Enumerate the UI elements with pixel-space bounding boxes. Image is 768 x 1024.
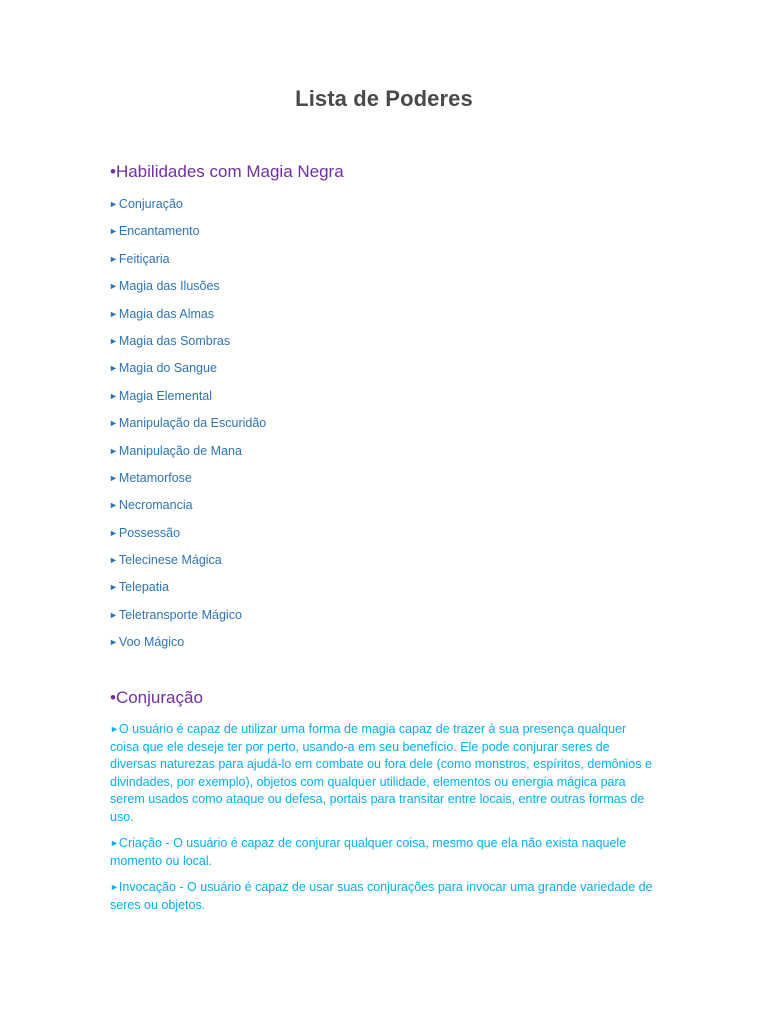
list-item-label: Encantamento — [118, 224, 200, 239]
conjuracao-description — [110, 721, 656, 923]
list-item-label: Magia Elemental — [118, 388, 213, 403]
arrow-bullet-icon: ► — [110, 882, 119, 892]
list-item — [109, 441, 266, 468]
paragraph-text: Criação - O usuário é capaz de conjurar qualquer coisa, mesmo que ela não exista naquele momento ou local. — [110, 836, 627, 868]
list-item-label: Necromancia — [118, 498, 193, 513]
section-heading-magia-negra: •Habilidades com Magia Negra — [110, 162, 344, 181]
list-item — [109, 331, 266, 358]
list-item — [109, 523, 266, 550]
page-title: Lista de Poderes — [295, 86, 473, 111]
list-item-label: Voo Mágico — [118, 635, 185, 650]
arrow-bullet-icon: ► — [109, 363, 118, 374]
arrow-bullet-icon: ► — [109, 609, 118, 620]
list-item-label: Telepatia — [118, 580, 169, 595]
arrow-bullet-icon: ► — [109, 637, 118, 648]
arrow-bullet-icon: ► — [109, 418, 118, 429]
paragraph — [110, 721, 656, 826]
list-item — [109, 605, 266, 632]
list-item-label: Magia do Sangue — [118, 361, 217, 376]
arrow-bullet-icon: ► — [109, 308, 118, 319]
list-item — [109, 495, 266, 522]
list-item-label: Magia das Sombras — [118, 333, 231, 348]
arrow-bullet-icon: ► — [109, 335, 118, 346]
paragraph — [110, 835, 656, 870]
list-item-label: Manipulação de Mana — [118, 443, 242, 458]
list-item-label: Magia das Ilusões — [118, 279, 220, 294]
list-item-label: Teletransporte Mágico — [118, 607, 242, 622]
arrow-bullet-icon: ► — [109, 582, 118, 593]
paragraph-text: O usuário é capaz de utilizar uma forma de magia capaz de trazer à sua presença qualquer coisa que ele deseje ter por perto, usando-a em seu benefício. Ele pode conjurar seres de diversas naturezas para ajudá-lo em combate ou fora dele (como monstros, espíritos, demônios e divindades, por exemplo), objetos com qualquer utilidade, elementos ou energia mágica para serem usados como ataque ou defesa, portais para transitar entre locais, entre outras formas de uso. — [110, 722, 652, 824]
list-item-label: Possessão — [118, 525, 181, 540]
powers-list — [109, 194, 266, 660]
list-item-label: Magia das Almas — [118, 306, 215, 321]
list-item — [109, 413, 266, 440]
arrow-bullet-icon: ► — [109, 555, 118, 566]
list-item — [109, 632, 266, 659]
list-item — [109, 550, 266, 577]
arrow-bullet-icon: ► — [109, 500, 118, 511]
list-item-label: Feitiçaria — [118, 251, 170, 266]
list-item — [109, 194, 266, 221]
arrow-bullet-icon: ► — [109, 253, 118, 264]
arrow-bullet-icon: ► — [109, 445, 118, 456]
arrow-bullet-icon: ► — [110, 838, 119, 848]
list-item-label: Metamorfose — [118, 470, 192, 485]
list-item — [109, 358, 266, 385]
list-item — [109, 386, 266, 413]
arrow-bullet-icon: ► — [109, 527, 118, 538]
list-item — [109, 304, 266, 331]
list-item-label: Conjuração — [118, 197, 183, 211]
paragraph-text: Invocação - O usuário é capaz de usar suas conjurações para invocar uma grande variedade de seres ou objetos. — [110, 880, 653, 912]
list-item-label: Manipulação da Escuridão — [118, 416, 267, 431]
arrow-bullet-icon: ► — [109, 390, 118, 401]
arrow-bullet-icon: ► — [109, 199, 118, 209]
arrow-bullet-icon: ► — [109, 226, 118, 237]
list-item — [109, 221, 266, 248]
arrow-bullet-icon: ► — [109, 281, 118, 292]
list-item — [109, 468, 266, 495]
arrow-bullet-icon: ► — [110, 724, 119, 734]
list-item-label: Telecinese Mágica — [118, 553, 222, 568]
list-item — [109, 276, 266, 303]
list-item — [109, 577, 266, 604]
list-item — [109, 249, 266, 276]
arrow-bullet-icon: ► — [109, 472, 118, 483]
section-heading-conjuracao: •Conjuração — [110, 688, 203, 707]
paragraph — [110, 879, 656, 914]
